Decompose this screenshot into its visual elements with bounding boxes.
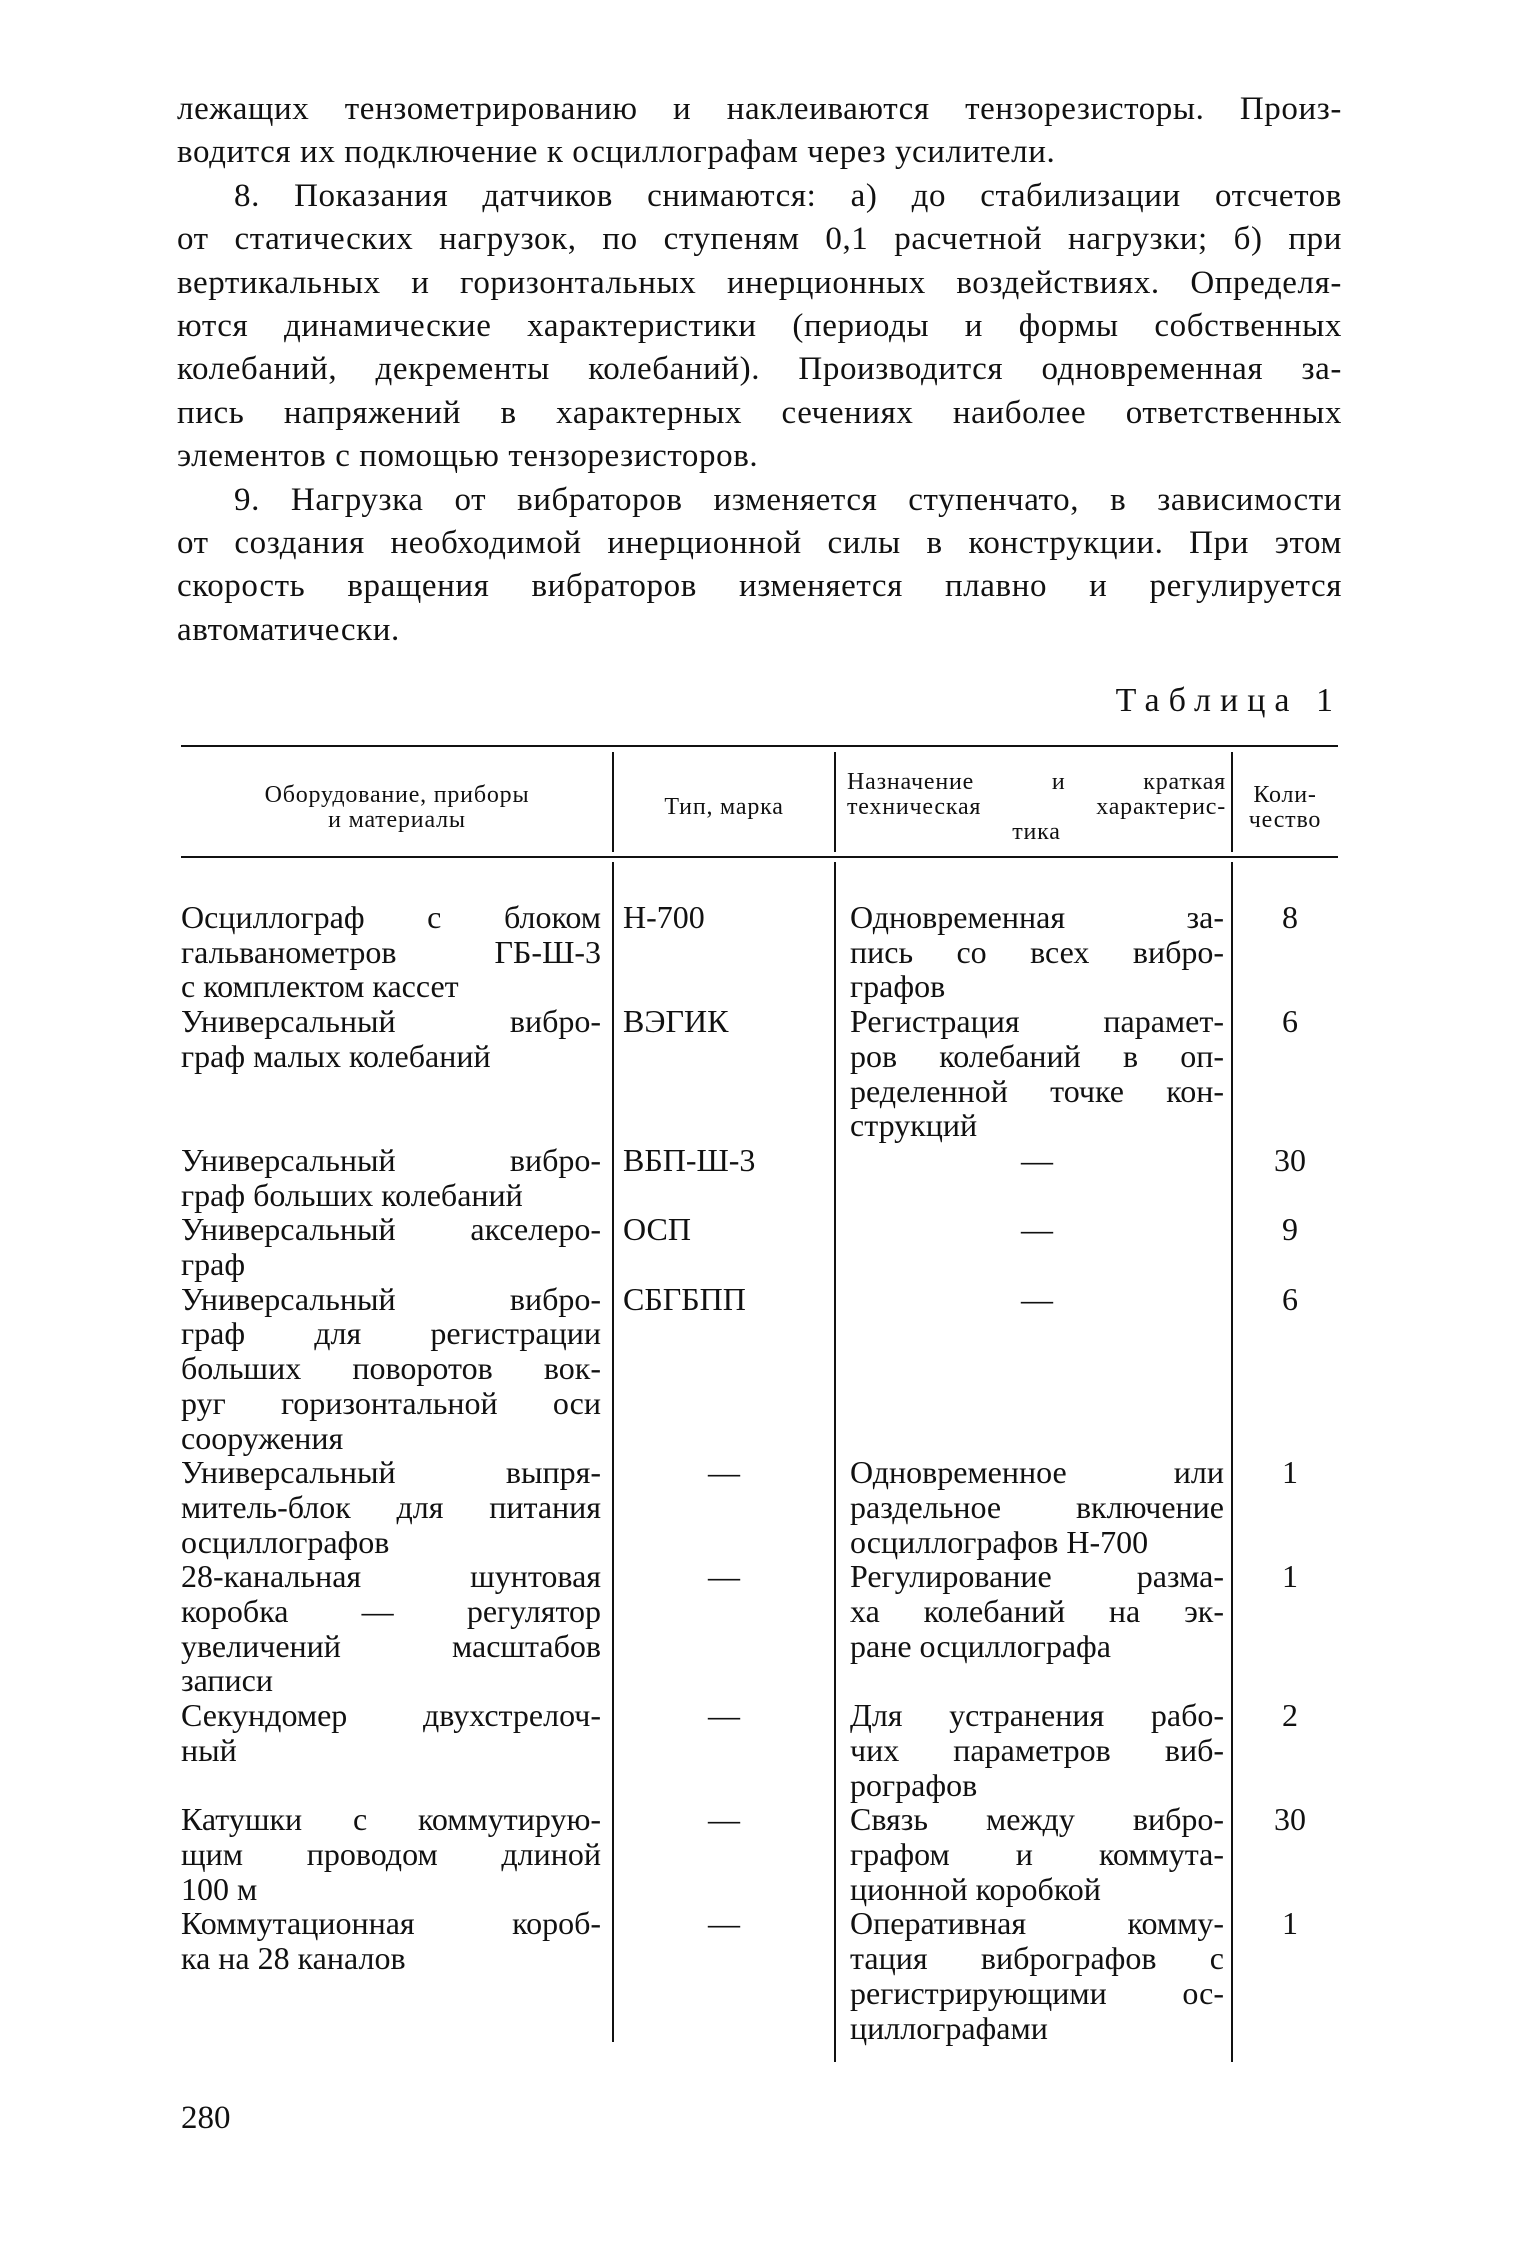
type-cell [613, 900, 835, 1004]
cell-line: чих параметров виб- [850, 1731, 1224, 1768]
type-cell [613, 1143, 835, 1212]
cell-line: Коммутационная короб- [181, 1905, 601, 1942]
text-line: водится их подключение к осциллографам через усилители. [177, 134, 1056, 171]
equipment-cell [181, 1698, 613, 1802]
table-row [181, 1698, 1338, 1802]
cell-line: графов [850, 968, 946, 1005]
table-row [181, 1282, 1338, 1456]
column-header-line: тика [1012, 819, 1061, 845]
cell-line: Катушки с коммутирую- [181, 1801, 601, 1838]
cell-line: Оперативная комму- [850, 1905, 1224, 1942]
cell-line: увеличений масштабов [181, 1627, 601, 1664]
column-header-line: техническая характерис- [847, 794, 1226, 820]
purpose-cell [835, 900, 1232, 1004]
cell-line: — [1021, 1211, 1053, 1248]
table-top-rule [181, 745, 1338, 747]
type-cell [613, 1282, 835, 1456]
cell-line: 100 м [181, 1870, 258, 1907]
text-line: автоматически. [177, 611, 400, 648]
type-cell [613, 1455, 835, 1559]
table-row [181, 1455, 1338, 1559]
cell-line: сооружения [181, 1419, 344, 1456]
paragraph [177, 175, 1342, 479]
cell-line: — [708, 1454, 740, 1491]
cell-line: — [708, 1905, 740, 1942]
text-line: колебаний, декременты колебаний). Производится одновременная за- [177, 351, 1342, 388]
cell-line: ВБП-Ш-3 [623, 1141, 756, 1178]
text-line: 8. Показания датчиков снимаются: а) до стабилизации отсчетов [234, 177, 1342, 214]
cell-line: Осциллограф с блоком [181, 899, 601, 935]
cell-line: ный [181, 1731, 237, 1768]
column-header [613, 760, 835, 855]
cell-line: струкций [850, 1107, 978, 1144]
cell-line: раздельное включение [850, 1488, 1224, 1525]
type-cell [613, 1004, 835, 1143]
cell-line: Универсальный вибро- [181, 1280, 601, 1317]
cell-line: Н-700 [623, 899, 705, 935]
purpose-cell [835, 1802, 1232, 1906]
cell-line: Универсальный вибро- [181, 1141, 601, 1178]
cell-line: ционной коробкой [850, 1870, 1101, 1907]
cell-line: осциллографов [181, 1523, 390, 1560]
column-header-line: Коли- [1253, 781, 1317, 808]
cell-line: записи [181, 1662, 273, 1699]
cell-line: с комплектом кассет [181, 968, 459, 1005]
purpose-cell [835, 1143, 1232, 1212]
cell-line: граф [181, 1246, 246, 1283]
cell-line: руг горизонтальной оси [181, 1384, 601, 1421]
cell-line: Универсальный акселеро- [181, 1211, 601, 1248]
paragraph [177, 88, 1342, 175]
cell-line: граф малых колебаний [181, 1037, 491, 1074]
purpose-cell [835, 1282, 1232, 1456]
equipment-cell [181, 1282, 613, 1456]
text-line: от создания необходимой инерционной силы в конструкции. При этом [177, 525, 1342, 562]
column-header-line: Тип, марка [664, 794, 784, 820]
cell-line: Для устранения рабо- [850, 1697, 1224, 1734]
table-row [181, 1004, 1338, 1143]
equipment-cell [181, 1455, 613, 1559]
text-line: от статических нагрузок, по ступеням 0,1 расчетной нагрузки; б) при [177, 221, 1342, 258]
cell-line: Секундомер двухстрелоч- [181, 1697, 601, 1734]
cell-line: Связь между вибро- [850, 1801, 1224, 1838]
cell-line: — [708, 1558, 740, 1595]
cell-line: Регистрация парамет- [850, 1003, 1224, 1040]
quantity-cell: 8 [1282, 899, 1298, 935]
quantity-cell: 1 [1282, 1558, 1298, 1595]
column-header [181, 760, 613, 855]
cell-line: циллографами [850, 2009, 1048, 2046]
equipment-cell [181, 1802, 613, 1906]
type-cell [613, 1212, 835, 1281]
cell-line: граф для регистрации [181, 1315, 601, 1352]
text-line: лежащих тензометрированию и наклеиваются тензорезисторы. Произ- [177, 91, 1342, 127]
body-text [177, 88, 1342, 652]
equipment-cell [181, 1906, 613, 2045]
cell-line: регистрирующими ос- [850, 1974, 1224, 2011]
cell-line: гальванометров ГБ-Ш-3 [181, 933, 601, 970]
purpose-cell [835, 1906, 1232, 2045]
purpose-cell [835, 1698, 1232, 1802]
cell-line: осциллографов Н-700 [850, 1523, 1149, 1560]
equipment-cell [181, 1559, 613, 1698]
quantity-cell: 30 [1274, 1141, 1306, 1178]
page-number: 280 [181, 2100, 231, 2136]
column-header-line: Оборудование, приборы [264, 781, 530, 808]
type-cell [613, 1698, 835, 1802]
cell-line: ров колебаний в оп- [850, 1037, 1224, 1074]
column-header [1232, 760, 1338, 855]
type-cell [613, 1559, 835, 1698]
cell-line: Универсальный выпря- [181, 1454, 601, 1491]
cell-line: щим проводом длиной [181, 1835, 601, 1872]
quantity-cell: 6 [1282, 1003, 1298, 1040]
cell-line: митель-блок для питания [181, 1488, 601, 1525]
table-row [181, 1143, 1338, 1212]
cell-line: больших поворотов вок- [181, 1350, 601, 1387]
column-header [835, 760, 1232, 855]
quantity-cell: 1 [1282, 1454, 1298, 1491]
table-row [181, 1802, 1338, 1906]
cell-line: 28-канальная шунтовая [181, 1558, 601, 1595]
text-line: пись напряжений в характерных сечениях наиболее ответственных [177, 394, 1342, 431]
purpose-cell [835, 1455, 1232, 1559]
text-line: ются динамические характеристики (периоды и формы собственных [177, 308, 1342, 345]
quantity-cell: 2 [1282, 1697, 1298, 1734]
cell-line: тация вибрографов с [850, 1940, 1224, 1977]
cell-line: граф больших колебаний [181, 1176, 523, 1213]
type-cell [613, 1906, 835, 2045]
cell-line: рографов [850, 1766, 978, 1803]
cell-line: пись со всех вибро- [850, 933, 1224, 970]
table-row [181, 1212, 1338, 1281]
cell-line: СБГБПП [623, 1280, 746, 1317]
cell-line: ределенной точке кон- [850, 1072, 1224, 1109]
cell-line: — [1021, 1280, 1053, 1317]
table-title: Таблица 1 [1115, 682, 1342, 719]
cell-line: ОСП [623, 1211, 691, 1248]
cell-line: Универсальный вибро- [181, 1003, 601, 1040]
cell-line: коробка — регулятор [181, 1593, 601, 1630]
cell-line: графом и коммута- [850, 1835, 1224, 1872]
table-header-rule [181, 856, 1338, 858]
cell-line: Одновременное или [850, 1454, 1224, 1491]
table-header [181, 760, 1338, 855]
text-line: 9. Нагрузка от вибраторов изменяется ступенчато, в зависимости [234, 481, 1342, 518]
quantity-cell: 1 [1282, 1905, 1298, 1942]
table-row [181, 1906, 1338, 2045]
text-line: элементов с помощью тензорезисторов. [177, 438, 759, 475]
cell-line: — [708, 1697, 740, 1734]
equipment-cell [181, 1004, 613, 1143]
type-cell [613, 1802, 835, 1906]
cell-line: ране осциллографа [850, 1627, 1111, 1664]
equipment-cell [181, 1143, 613, 1212]
purpose-cell [835, 1559, 1232, 1698]
column-header-line: и материалы [328, 806, 466, 833]
cell-line: Регулирование разма- [850, 1558, 1224, 1595]
cell-line: ха колебаний на эк- [850, 1593, 1224, 1630]
table-row [181, 1559, 1338, 1698]
equipment-cell [181, 1212, 613, 1281]
column-header-line: чество [1248, 806, 1322, 833]
purpose-cell [835, 1212, 1232, 1281]
cell-line: ка на 28 каналов [181, 1940, 406, 1977]
text-line: вертикальных и горизонтальных инерционных воздействиях. Определя- [177, 264, 1342, 301]
cell-line: — [1021, 1141, 1053, 1178]
text-line: скорость вращения вибраторов изменяется плавно и регулируется [177, 568, 1342, 605]
table-row [181, 900, 1338, 1004]
paragraph [177, 479, 1342, 653]
table-body [181, 900, 1338, 2045]
quantity-cell: 30 [1274, 1801, 1306, 1838]
purpose-cell [835, 1004, 1232, 1143]
quantity-cell: 9 [1282, 1211, 1298, 1248]
column-header-line: Назначение и краткая [847, 769, 1226, 795]
cell-line: ВЭГИК [623, 1003, 729, 1040]
equipment-cell [181, 900, 613, 1004]
cell-line: Одновременная за- [850, 899, 1224, 935]
quantity-cell: 6 [1282, 1280, 1298, 1317]
cell-line: — [708, 1801, 740, 1838]
